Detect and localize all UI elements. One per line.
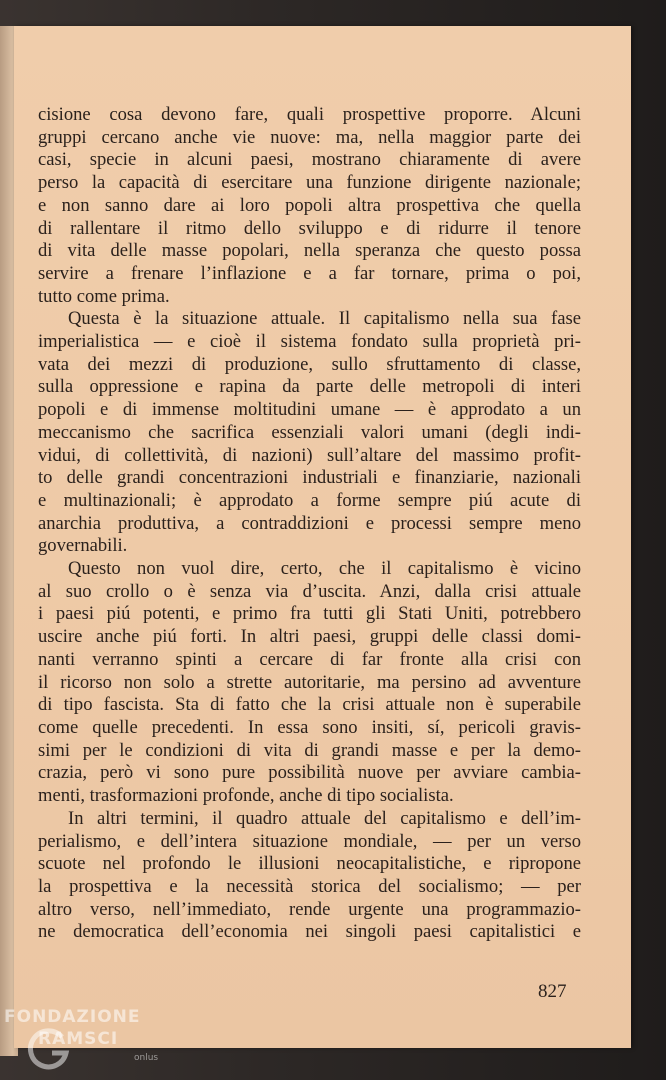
text-line: perso la capacità di esercitare una funzione dirigente nazionale; (38, 172, 581, 194)
text-line: gruppi cercano anche vie nuove: ma, nella maggior parte dei (38, 126, 581, 148)
text-line: menti, trasformazioni profonde, anche di tipo socialista. (38, 785, 454, 807)
text-line: ne democratica dell’economia nei singoli paesi capitalistici e (38, 921, 581, 943)
text-line: cisione cosa devono fare, quali prospettive proporre. Alcuni (38, 104, 581, 125)
text-line: Questa è la situazione attuale. Il capitalismo nella sua fase (68, 308, 581, 330)
text-line: casi, specie in alcuni paesi, mostrano chiaramente di avere (38, 149, 581, 171)
text-line: to delle grandi concentrazioni industriali e finanziarie, nazionali (38, 467, 581, 489)
watermark-logo (4, 1005, 174, 1075)
text-line: di rallentare il ritmo dello sviluppo e di ridurre il tenore (38, 217, 581, 239)
text-line: di vita delle masse popolari, nella speranza che questo possa (38, 240, 581, 262)
text-line: perialismo, e dell’intera situazione mondiale, — per un verso (38, 830, 581, 852)
text-line: altro verso, nell’immediato, rende urgente una programmazio- (38, 898, 581, 920)
text-line: uscire anche piú forti. In altri paesi, gruppi delle classi domi- (38, 626, 581, 648)
text-line: popoli e di immense moltitudini umane — è approdato a un (38, 399, 581, 421)
text-line: i paesi piú potenti, e primo fra tutti gli Stati Uniti, potrebbero (38, 603, 581, 625)
watermark-subtitle: onlus (134, 1053, 159, 1063)
page-number: 827 (538, 981, 567, 1002)
text-line: e multinazionali; è approdato a forme sempre piú acute di (38, 489, 581, 511)
text-line: governabili. (38, 535, 128, 557)
text-line: vata dei mezzi di produzione, sullo sfruttamento di classe, (38, 353, 581, 375)
text-line: il ricorso non solo a strette autoritarie, ma persino ad avventure (38, 671, 581, 693)
text-line: simi per le condizioni di vita di grandi masse e per la demo- (38, 739, 581, 761)
text-line: di tipo fascista. Sta di fatto che la crisi attuale non è superabile (38, 694, 581, 716)
text-line: sulla oppressione e rapina da parte delle metropoli di interi (38, 376, 581, 398)
text-line: come quelle precedenti. In essa sono insiti, sí, pericoli gravis- (38, 716, 581, 738)
text-line: In altri termini, il quadro attuale del capitalismo e dell’im- (68, 807, 581, 829)
text-line: meccanismo che sacrifica essenziali valori umani (degli indi- (38, 421, 581, 443)
text-line: la prospettiva e la necessità storica del socialismo; — per (38, 875, 581, 897)
text-line: e non sanno dare ai loro popoli altra prospettiva che quella (38, 194, 581, 216)
text-line: tutto come prima. (38, 285, 170, 307)
watermark-line-2: RAMSCI (38, 1029, 119, 1049)
book-page (14, 26, 631, 1048)
text-line: Questo non vuol dire, certo, che il capitalismo è vicino (68, 558, 581, 580)
text-line: scuote nel profondo le illusioni neocapitalistiche, e ripropone (38, 853, 581, 875)
text-line: servire a frenare l’inflazione e a far tornare, prima o poi, (38, 262, 581, 284)
text-line: anarchia produttiva, a contraddizioni e processi sempre meno (38, 512, 581, 534)
text-line: imperialistica — e cioè il sistema fondato sulla proprietà pri- (38, 331, 581, 353)
watermark-line-1: FONDAZIONE (4, 1007, 141, 1027)
text-line: crazia, però vi sono pure possibilità nuove per avviare cambia- (38, 762, 581, 784)
text-line: al suo crollo o è senza via d’uscita. Anzi, dalla crisi attuale (38, 580, 581, 602)
text-line: vidui, di collettività, di nazioni) sull’altare del massimo profit- (38, 444, 581, 466)
body-text (38, 104, 581, 944)
text-line: nanti verranno spinti a cercare di far fronte alla crisi con (38, 648, 581, 670)
